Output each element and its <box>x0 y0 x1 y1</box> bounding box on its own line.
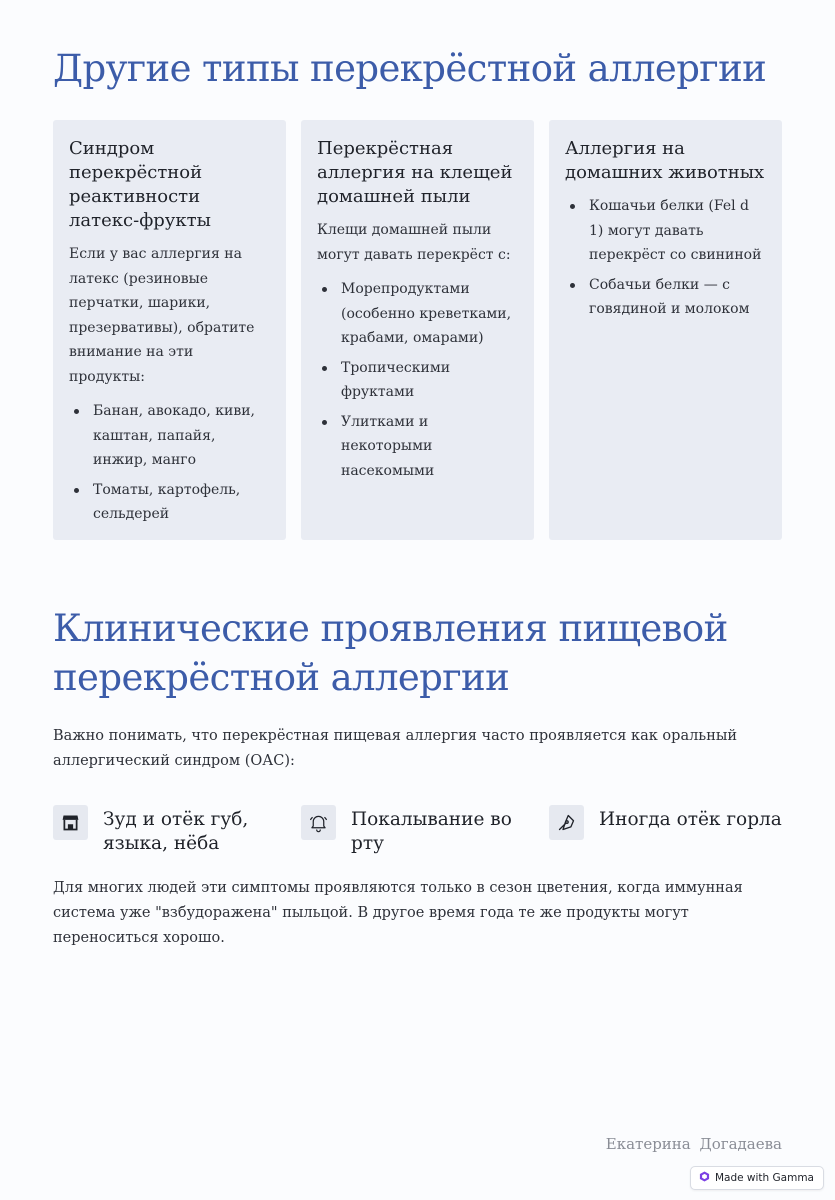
list-item: Улитками и некоторыми насекомыми <box>317 410 518 484</box>
author-name: Екатерина Догадаева <box>605 1135 782 1153</box>
card-dust-mites <box>301 120 534 540</box>
outro-paragraph: Для многих людей эти симптомы проявляются только в сезон цветения, когда иммунная система уже "взбудоражена" пыльцой. В другое время года те же продукты могут переноситься хорошо. <box>53 880 743 946</box>
card-list <box>565 194 766 322</box>
allergy-cards <box>53 120 782 540</box>
list-item: Собачьи белки — с говядиной и молоком <box>565 273 766 322</box>
symptom-item <box>53 805 301 856</box>
section-title: Другие типы перекрёстной аллергии <box>53 47 767 90</box>
bell-icon <box>301 805 336 840</box>
list-item: Томаты, картофель, сельдерей <box>69 478 270 527</box>
pen-nib-icon <box>549 805 584 840</box>
card-list <box>69 399 270 527</box>
storefront-icon <box>53 805 88 840</box>
card-latex-fruit <box>53 120 286 540</box>
section-title-line: перекрёстной аллергии <box>53 656 510 699</box>
card-title: Аллергия на домашних животных <box>565 138 765 183</box>
list-item: Кошачьи белки (Fel d 1) могут давать перекрёст со свининой <box>565 194 766 268</box>
card-text: Если у вас аллергия на латекс (резиновые перчатки, шарики, презервативы), обратите внимание на эти продукты: <box>69 246 255 385</box>
card-title: Синдром перекрёстной реактивности латекс-фрукты <box>69 138 211 231</box>
section-title <box>53 604 728 702</box>
gamma-logo-icon <box>699 1171 710 1185</box>
list-item: Морепродуктами (особенно креветками, крабами, омарами) <box>317 277 518 351</box>
symptom-item <box>549 805 797 856</box>
symptom-list <box>53 805 797 856</box>
symptom-label: Покалывание во рту <box>351 809 512 854</box>
made-with-gamma-badge[interactable] <box>690 1166 824 1190</box>
symptom-label: Зуд и отёк губ, языка, нёба <box>103 809 249 854</box>
card-text: Клещи домашней пыли могут давать перекрёст с: <box>317 222 511 263</box>
list-item: Банан, авокадо, киви, каштан, папайя, инжир, манго <box>69 399 270 473</box>
section-title-line: Клинические проявления пищевой <box>53 607 728 650</box>
badge-label: Made with Gamma <box>714 1172 814 1184</box>
list-item: Тропическими фруктами <box>317 356 518 405</box>
card-pets <box>549 120 782 540</box>
card-title: Перекрёстная аллергия на клещей домашней пыли <box>317 138 513 207</box>
card-list <box>317 277 518 483</box>
symptom-item <box>301 805 549 856</box>
intro-paragraph: Важно понимать, что перекрёстная пищевая аллергия часто проявляется как оральный аллергический синдром (ОАС): <box>53 728 738 769</box>
symptom-label: Иногда отёк горла <box>599 809 782 830</box>
